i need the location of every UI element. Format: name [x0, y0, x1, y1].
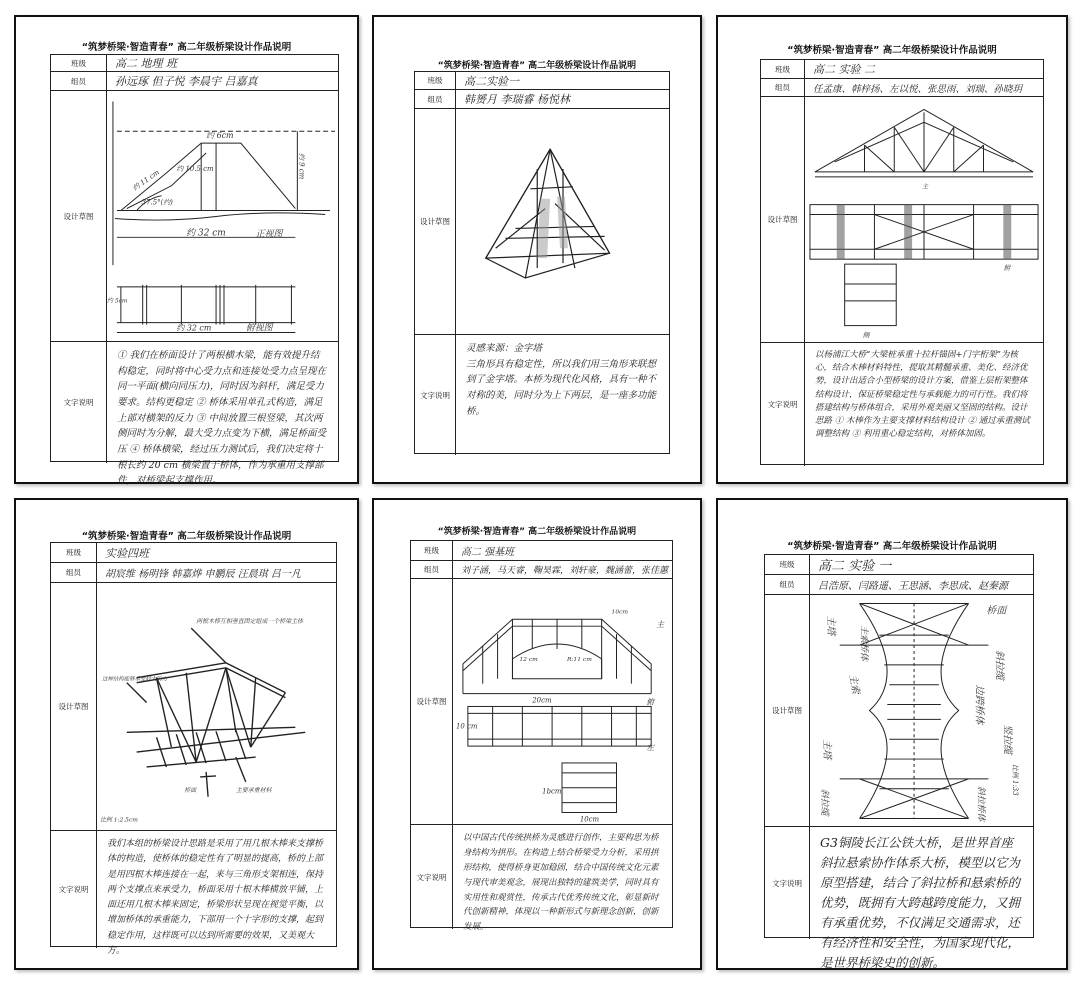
sheet-title: “筑梦桥梁·智造青春” 高二年级桥梁设计作品说明 — [81, 531, 292, 542]
members-value: 任孟康、韩梓扬、左以悦、张思雨、刘瑞、孙晓玥 — [813, 83, 1023, 95]
members-value: 孙远琢 但子悦 李晨宇 吕嘉真 — [115, 75, 258, 88]
sketch-note: 约 10.5 cm — [176, 164, 214, 173]
bridge-sketch-drawing — [107, 91, 338, 341]
sketch-label: 设计草图 — [415, 109, 456, 334]
form-table — [50, 542, 337, 957]
design-sheet-card-4 — [14, 498, 359, 970]
sketch-note: 主索桥体 — [858, 625, 869, 661]
sketch-note: 37.5°(约) — [141, 198, 173, 207]
members-value: 吕浩原、闫路遥、王思涵、李思成、赵秦源 — [818, 581, 1008, 592]
sketch-note: 约 11 cm — [131, 168, 161, 193]
sheet-title: “筑梦桥梁·智造青春” 高二年级桥梁设计作品说明 — [437, 61, 637, 71]
design-sheet-card-2 — [372, 15, 702, 484]
text-description: 我们本组的桥梁设计思路是采用了用几根木棒来支撑桥体的构造，使桥体的稳定性有了明显的提高，桥的上部是用四根木棒连接在一起，来与三角形支架相连，保持两个支撑点来承受力，桥面采用十根木棒横放平铺，上面还用几根木棒来固定，桥梁形状呈现在视觉平衡，以增加桥体的承重能力，下部用一个十字形的支撑，起到稳定作用，这样既可以达到所需要的效果，又美观大方。 — [107, 839, 324, 957]
design-sheet-card-3 — [716, 15, 1068, 484]
text-label: 文字说明 — [415, 335, 456, 455]
form-table — [414, 71, 670, 454]
text-label: 文字说明 — [765, 827, 810, 939]
sketch-note: 桥面 — [184, 786, 197, 794]
sketch-note: 10cm — [579, 815, 600, 824]
sketch-note: 竖拉缆 — [1001, 724, 1013, 755]
design-sketch — [97, 583, 336, 830]
sketch-note: 20cm — [532, 696, 552, 705]
sketch-label: 设计草图 — [51, 583, 97, 830]
sheet-title: “筑梦桥梁·智造青春” 高二年级桥梁设计作品说明 — [787, 45, 997, 56]
design-sketch — [456, 109, 669, 334]
sketch-note: 两根木棒互相垂直固定组成一个桥梁主体 — [196, 618, 304, 626]
class-value: 高二 强基班 — [461, 547, 515, 558]
members-label: 组员 — [765, 575, 810, 594]
class-label: 班级 — [411, 541, 453, 560]
sketch-note: 斜拉桥体 — [975, 785, 986, 822]
members-label: 组员 — [761, 79, 805, 96]
text-description: 以中国古代传统拱桥为灵感进行创作，主要构思为桥身结构为拱形。在构造上结合桥梁受力分析，采用拱形结构，使得桥身更加稳固，结合中国传统文化元素与现代审美观念，展现出独特的建筑美学，同时具有实用性和观赏性，传承古代优秀传统文化，彰显新时代创新精神，体现以一种新形式与新理念创新，创新发展。 — [463, 833, 659, 933]
sketch-note: 左 — [646, 743, 655, 753]
design-sketch — [810, 595, 1033, 826]
members-label: 组员 — [51, 563, 97, 582]
members-label: 组员 — [411, 561, 453, 578]
form-table — [50, 54, 339, 487]
text-label: 文字说明 — [51, 831, 97, 948]
sketch-note: 俯视图 — [245, 323, 273, 334]
sketch-label: 设计草图 — [51, 91, 107, 341]
text-description: ① 我们在桥面设计了两根横木梁，能有效提升结构稳定，同时将中心受力点和连接处受力点呈现在同一平面(横向同压力)，同时因为斜杆，满足受力要求。结构更稳定 ② 桥体采用单孔式构造，满足上部对横架的反力 ③ 中间放置三根竖梁，其次两侧同时为分解，最大受力点变为下横，满足桥面受压 ④ 桥体横梁，经过压力测试后，我们决定将十根长约 20 cm 横梁置于桥体，作为承重用支撑部件，对桥梁起支撑作用。 — [117, 350, 327, 487]
design-sheet-card-6 — [716, 498, 1068, 970]
sketch-note: 比例 1:33 — [1011, 764, 1020, 796]
class-label: 班级 — [51, 55, 107, 71]
sketch-note: R:11 cm — [566, 655, 592, 663]
sketch-note: 主 — [656, 620, 665, 630]
sketch-note: 主索 — [846, 673, 861, 695]
sketch-note: 约 6cm — [206, 131, 234, 141]
class-value: 实验四班 — [105, 546, 149, 560]
sketch-note: 主塔 — [824, 615, 836, 636]
sketch-note: 侧 — [862, 331, 870, 340]
sketch-note: 正视图 — [255, 229, 283, 240]
sketch-label: 设计草图 — [765, 595, 810, 826]
sheet-title: “筑梦桥梁·智造青春” 高二年级桥梁设计作品说明 — [787, 541, 997, 552]
class-value: 高二实验一 — [464, 74, 519, 88]
sketch-note: 斜拉缆 — [818, 788, 829, 816]
members-label: 组员 — [415, 90, 456, 108]
sketch-note: 主要承重材料 — [235, 786, 272, 794]
sketch-note: 比例 1:2.5cm — [99, 816, 138, 824]
text-description: G3铜陵长江公铁大桥，是世界首座斜拉悬索协作体系大桥，模型以它为原型搭建，结合了斜拉桥和悬索桥的优势，既拥有大跨越跨度能力，又拥有承重优势，不仅满足交通需求，还有经济性和安全性，为国家现代化，是世界桥梁史的创新。 — [820, 835, 1021, 970]
class-value: 高二 地理 班 — [115, 57, 177, 70]
design-sketch — [107, 91, 338, 341]
sketch-note: 俯 — [646, 697, 655, 707]
form-table — [410, 540, 673, 933]
members-value: 胡宸维 杨明锋 韩嘉烨 申鹏辰 汪晨琪 吕一凡 — [105, 569, 301, 580]
text-description: 灵感来源：金字塔 三角形具有稳定性，所以我们用三角形来联想到了金字塔。本桥为现代化风格，具有一种不对称的美，同时分为上下两层，是一座多功能桥。 — [466, 343, 657, 417]
class-value: 高二 实验 二 — [813, 63, 875, 76]
sheet-title: “筑梦桥梁·智造青春” 高二年级桥梁设计作品说明 — [81, 42, 292, 53]
text-label: 文字说明 — [411, 825, 453, 929]
sketch-note: 主 — [922, 183, 928, 191]
members-value: 韩赟月 李瑞睿 杨悦林 — [464, 93, 570, 106]
sketch-note: 这种结构能够承受较大的力 — [101, 676, 168, 683]
sketch-note: 1bcm — [542, 787, 562, 796]
text-label: 文字说明 — [51, 342, 107, 463]
truss-bridge-drawing — [805, 97, 1043, 342]
sketch-label: 设计草图 — [761, 97, 805, 342]
form-table — [764, 554, 1034, 970]
design-sketch — [805, 97, 1043, 342]
pyramid-bridge-drawing — [456, 109, 669, 334]
sketch-label: 设计草图 — [411, 579, 453, 824]
sketch-note: 俯 — [1003, 264, 1011, 273]
members-label: 组员 — [51, 72, 107, 90]
sketch-note: 斜拉缆 — [993, 650, 1005, 680]
sheet-title: “筑梦桥梁·智造青春” 高二年级桥梁设计作品说明 — [437, 527, 637, 537]
class-label: 班级 — [761, 60, 805, 78]
frame-bridge-drawing — [97, 583, 336, 830]
sketch-note: 边跨桥体 — [973, 684, 985, 725]
text-label: 文字说明 — [761, 343, 805, 466]
arch-bridge-drawing — [453, 579, 672, 824]
sketch-note: 主塔 — [820, 739, 832, 760]
members-value: 刘子涵，马天睿，鞠昊霖，刘轩豪，魏涵蕾，张佳蕙 — [461, 566, 669, 576]
class-label: 班级 — [51, 543, 97, 562]
sketch-note: 约 9 cm — [297, 153, 306, 180]
design-sheet-card-5 — [372, 498, 702, 970]
text-description: 以杨浦江大桥“大梁桩承重十拉杆锚固+门字桁架”为核心，结合木棒材料特性，提取其精髓承重、美化、经济优势，设计出适合小型桥梁的设计方案，借鉴上层桁架整体结构设计，保证桥梁稳定性与承载能力的可行性。我们将搭建结构与桥体组合，采用外观美丽又坚固的结构。设计思路 ① 木棒作为主要支撑材料结构设计 ② 通过承重测试调整结构 ③ 利用重心稳定结构，对桥体加固。 — [815, 350, 1030, 440]
sketch-note: 10 cm — [455, 722, 478, 731]
class-label: 班级 — [415, 72, 456, 89]
cable-stayed-bridge-drawing — [810, 595, 1033, 826]
sketch-note: 约 32 cm — [176, 323, 212, 333]
sketch-note: 12 cm — [519, 655, 538, 663]
class-value: 高二 实验 一 — [818, 559, 892, 574]
design-sheet-card-1 — [14, 15, 359, 487]
class-label: 班级 — [765, 555, 810, 574]
form-table — [760, 59, 1044, 465]
sketch-note: 桥面 — [986, 605, 1007, 617]
sketch-note: 10cm — [611, 608, 629, 616]
design-sketch — [453, 579, 672, 824]
sketch-note: 约 5cm — [107, 297, 128, 305]
sketch-note: 约 32 cm — [186, 228, 226, 239]
